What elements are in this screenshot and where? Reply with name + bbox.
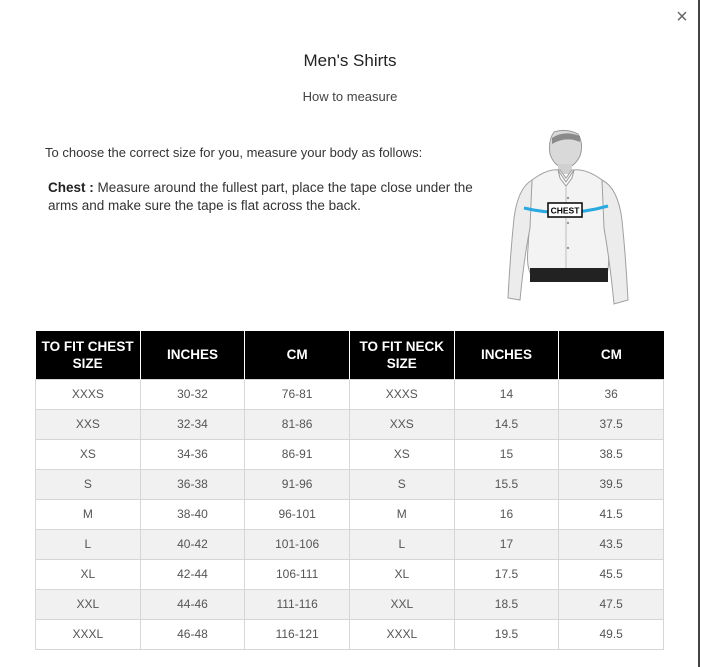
table-cell: 43.5	[559, 529, 664, 559]
chest-label: Chest :	[48, 180, 94, 195]
table-cell: 81-86	[245, 409, 350, 439]
table-cell: 91-96	[245, 469, 350, 499]
table-cell: 47.5	[559, 589, 664, 619]
table-cell: 38-40	[140, 499, 245, 529]
modal-subtitle: How to measure	[302, 89, 398, 104]
table-cell: 18.5	[454, 589, 559, 619]
size-chart-table	[35, 331, 664, 650]
table-cell: 96-101	[245, 499, 350, 529]
chest-description	[48, 179, 488, 215]
table-cell: XL	[36, 559, 141, 589]
table-cell: XXL	[349, 589, 454, 619]
table-cell: M	[349, 499, 454, 529]
table-cell: 30-32	[140, 379, 245, 409]
table-cell: 38.5	[559, 439, 664, 469]
table-cell: 46-48	[140, 619, 245, 649]
table-cell: 111-116	[245, 589, 350, 619]
table-cell: 76-81	[245, 379, 350, 409]
table-row	[36, 409, 664, 439]
close-icon[interactable]: ×	[676, 6, 688, 28]
table-row	[36, 499, 664, 529]
table-header-row	[36, 331, 664, 379]
table-cell: 15	[454, 439, 559, 469]
table-cell: 41.5	[559, 499, 664, 529]
table-cell: 42-44	[140, 559, 245, 589]
table-cell: 116-121	[245, 619, 350, 649]
table-cell: XXS	[349, 409, 454, 439]
table-cell: 15.5	[454, 469, 559, 499]
table-cell: 49.5	[559, 619, 664, 649]
table-row	[36, 559, 664, 589]
table-cell: M	[36, 499, 141, 529]
table-cell: 86-91	[245, 439, 350, 469]
table-cell: XXXL	[36, 619, 141, 649]
table-cell: 34-36	[140, 439, 245, 469]
modal-title: Men's Shirts	[303, 51, 397, 70]
table-cell: 19.5	[454, 619, 559, 649]
table-cell: 32-34	[140, 409, 245, 439]
header-chest-size: TO FIT CHEST SIZE	[36, 331, 141, 379]
header-neck-cm: CM	[559, 331, 664, 379]
header-chest-inches: INCHES	[140, 331, 245, 379]
header-chest-cm: CM	[245, 331, 350, 379]
table-cell: XXS	[36, 409, 141, 439]
table-cell: 17.5	[454, 559, 559, 589]
table-cell: 17	[454, 529, 559, 559]
table-cell: 101-106	[245, 529, 350, 559]
table-cell: 14	[454, 379, 559, 409]
table-cell: L	[349, 529, 454, 559]
table-cell: 39.5	[559, 469, 664, 499]
table-cell: 106-111	[245, 559, 350, 589]
table-row	[36, 379, 664, 409]
table-cell: 36	[559, 379, 664, 409]
table-cell: 37.5	[559, 409, 664, 439]
table-row	[36, 469, 664, 499]
measure-intro: To choose the correct size for you, measure your body as follows:	[45, 145, 423, 160]
table-cell: L	[36, 529, 141, 559]
table-cell: 40-42	[140, 529, 245, 559]
table-cell: XL	[349, 559, 454, 589]
table-row	[36, 619, 664, 649]
table-cell: 45.5	[559, 559, 664, 589]
table-cell: 16	[454, 499, 559, 529]
chest-tag-label: CHEST	[550, 205, 580, 216]
table-cell: 36-38	[140, 469, 245, 499]
chest-text: Measure around the fullest part, place the tape close under the arms and make sure the tape is flat across the back.	[48, 180, 473, 213]
table-cell: XS	[36, 439, 141, 469]
table-cell: XS	[349, 439, 454, 469]
table-cell: XXXS	[36, 379, 141, 409]
table-cell: S	[349, 469, 454, 499]
shirt-measure-illustration	[502, 128, 632, 310]
table-cell: S	[36, 469, 141, 499]
table-row	[36, 529, 664, 559]
header-neck-inches: INCHES	[454, 331, 559, 379]
table-cell: 14.5	[454, 409, 559, 439]
table-cell: XXXS	[349, 379, 454, 409]
table-cell: XXXL	[349, 619, 454, 649]
header-neck-size: TO FIT NECK SIZE	[349, 331, 454, 379]
table-cell: 44-46	[140, 589, 245, 619]
table-row	[36, 589, 664, 619]
table-cell: XXL	[36, 589, 141, 619]
table-row	[36, 439, 664, 469]
